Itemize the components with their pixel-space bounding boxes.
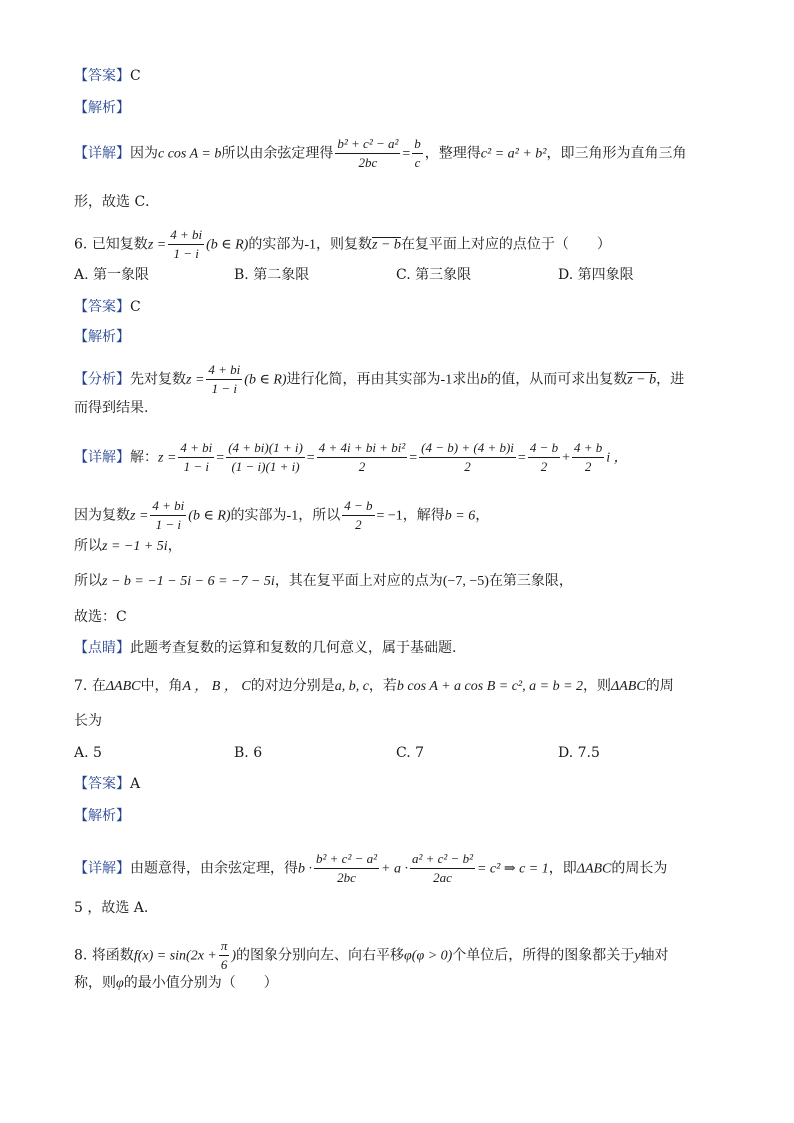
math: f(x) = sin(2x + [133,948,217,964]
frac-den: 1 − i [183,459,210,474]
math-cond: c cos A = b [158,146,222,162]
option-b[interactable]: B. 6 [234,745,263,761]
q6-detail-line [74,440,628,475]
math: -1 [286,508,299,524]
math: ΔABC [611,679,646,694]
detail-tag: 【详解】 [74,145,130,162]
text: 而得到结果. [74,400,149,416]
frac-num: (4 + bi)(1 + i) [226,440,305,458]
math: z − b [372,237,401,253]
math-z: z = [158,450,177,466]
frac-num: 4 + bi [206,362,242,380]
answer-tag: 【答案】 [74,299,130,315]
text: 所以 [74,573,102,589]
math: a, b, c [334,679,369,694]
q7-answer-line [74,774,140,794]
q5-analysis-line [74,98,130,118]
text: 5 ，故选 A. [74,900,149,916]
fraction [219,938,230,973]
math: i ， [606,450,628,466]
frac-num: 4 + 4i + bi + bi² [317,440,408,458]
q7-detail-line [74,851,667,886]
q7-stem-line2 [74,711,102,731]
text: ，其在复平面上对应的点为 [274,573,443,589]
text: 的对边分别是 [250,678,335,694]
q6-stem [74,227,611,262]
math: z = [147,237,167,253]
fraction [314,851,379,886]
text: 个单位后，所得的图象都关于 [452,947,635,964]
math-b: b [480,372,488,388]
answer-tag: 【答案】 [74,776,130,792]
frac-den: 2ac [433,870,452,885]
text: 此题考查复数的运算和复数的几何意义，属于基础题. [130,640,457,656]
q6-detail-line2 [74,498,489,533]
q6-detail-line4 [74,571,573,592]
answer-tag: 【答案】 [74,68,130,84]
fraction [317,440,408,475]
math: b · [298,861,312,877]
frac-num: 4 − b [528,440,560,458]
frac-den: 2bc [358,155,378,170]
fraction [226,440,305,475]
text: 解： [130,449,158,466]
eq: = [216,450,225,466]
math-result: c² = a² + b² [480,146,547,162]
math: (b ∈ R) [206,237,249,253]
text: 轴对 [640,947,669,964]
math: A ， B ， C [182,679,251,694]
text: ，即三角形为直角三角 [546,145,687,162]
eq: = [306,450,315,466]
q5-detail-line2 [74,192,159,212]
frac-num: 4 + b [572,440,604,458]
frac-den: 1 − i [173,246,199,261]
option-c[interactable]: C. 7 [396,745,425,761]
fraction [342,498,374,533]
frac-den: 1 − i [211,381,238,396]
text: ，则 [583,678,612,694]
text: 在复平面上对应的点位于（ ） [400,236,611,253]
math: ) [231,948,237,964]
math: b cos A + a cos B = c², a = b = 2 [396,679,584,694]
frac-den: 2 [358,459,366,474]
question-number: 8. [74,947,88,964]
text: 的周 [645,678,674,694]
text: ，若 [368,678,397,694]
option-d[interactable]: D. 7.5 [558,745,600,761]
frac-num: π [219,938,230,956]
frac-den: 2 [584,459,592,474]
text: ，所以 [298,507,341,524]
option-d[interactable]: D. 第四象限 [558,267,634,283]
text: 所以由余弦定理得 [221,145,334,162]
math: z = −1 + 5i [102,539,168,554]
math: -1 [440,372,453,388]
q6-answer-line [74,297,141,317]
text: 已知复数 [91,236,148,253]
math: z − b = −1 − 5i − 6 = −7 − 5i [102,574,275,589]
fraction [335,136,400,171]
text: 中，角 [140,678,183,694]
question-number: 7. [74,678,88,694]
math: = c² ⇒ c = 1 [476,861,549,877]
q6-detail-line5 [74,607,127,627]
math: y [634,948,641,964]
text: 求出 [452,371,481,388]
math: z = [186,372,205,388]
text: 所以 [74,538,102,554]
text: ，进 [656,371,685,388]
math: z = [130,508,149,524]
q6-fenxi-line [74,362,684,397]
fraction [150,498,186,533]
fraction [410,851,475,886]
q6-detail-line3 [74,536,182,557]
frac-den: 2 [540,459,548,474]
detail-tag: 【详解】 [74,449,130,466]
text: 因为 [130,145,158,162]
question-number: 6. [74,236,88,253]
frac-den: 1 − i [155,517,182,532]
q8-stem-line2 [74,973,278,994]
q7-analysis-line [74,806,130,826]
text: 故选：C [74,609,127,625]
frac-den: (1 − i)(1 + i) [231,459,300,474]
text: ，则复数 [316,236,373,253]
frac-num: (4 − b) + (4 + b)i [419,440,516,458]
frac-num: 4 + bi [178,440,214,458]
math: φ(φ > 0) [404,948,453,964]
fraction [206,362,242,397]
frac-den: c [414,155,421,170]
text: 的图象分别向左、向右平移 [236,947,405,964]
text: 进行化简，再由其实部为 [286,371,441,388]
frac-num: b² + c² − a² [335,136,400,154]
text: 的实部为 [230,507,287,524]
fraction [178,440,214,475]
plus: + [562,450,571,466]
q6-analysis-line [74,327,130,347]
fraction [572,440,604,475]
text: 的值，从而可求出复数 [487,371,628,388]
text: ， [475,507,490,524]
q6-dianjing-line [74,638,456,658]
eq: = [409,450,418,466]
text: 由题意得，由余弦定理，得 [130,860,298,877]
text: ，即 [548,860,577,877]
math: -1 [304,237,317,253]
answer-value: C [130,299,141,315]
answer-value: A [130,776,141,792]
eq: = [517,450,526,466]
frac-num: a² + c² − b² [410,851,475,869]
text: 形，故选 C． [74,194,160,210]
math: + a · [381,861,408,877]
text: 的实部为 [248,236,305,253]
frac-den: 2 [355,517,362,532]
option-b[interactable]: B. 第二象限 [234,267,310,283]
frac-den: 2bc [337,870,356,885]
text: 长为 [74,713,102,729]
text: 称，则 [74,975,116,991]
q6-fenxi-line2 [74,398,148,418]
q8-stem [74,938,669,973]
math: ΔABC [576,861,612,877]
frac-num: 4 − b [342,498,374,516]
text: ，解得 [402,507,445,524]
frac-num: b² + c² − a² [314,851,379,869]
answer-value: C [130,68,141,84]
math: φ [116,976,124,991]
analysis-tag: 【解析】 [74,808,130,824]
eq: = [402,146,411,162]
text: 在 [91,678,106,694]
q7-stem [74,676,674,697]
frac-den: 6 [220,957,228,972]
q7-detail-line2 [74,898,148,918]
frac-den: 2 [464,459,471,474]
math: (−7, −5) [442,574,489,589]
option-a[interactable]: A. 5 [74,745,102,761]
option-c[interactable]: C. 第三象限 [396,267,472,283]
math: b = 6 [444,508,476,524]
text: 将函数 [91,947,134,964]
fraction [168,227,204,262]
frac-num: 4 + bi [150,498,186,516]
text: 因为复数 [74,507,130,524]
q5-answer-line [74,66,141,86]
fraction [528,440,560,475]
option-a[interactable]: A. 第一象限 [74,267,150,283]
q5-detail-line [74,136,687,171]
frac-num: 4 + bi [168,227,204,245]
math: (b ∈ R) [188,508,231,524]
math: z − b [627,372,657,388]
math: ΔABC [105,679,141,694]
text: 的最小值分别为（ ） [123,975,278,991]
dianjing-tag: 【点睛】 [74,640,130,656]
math: = −1 [376,508,403,524]
text: 先对复数 [130,371,186,388]
analysis-tag: 【解析】 [74,100,130,116]
fraction [419,440,516,475]
fenxi-tag: 【分析】 [74,371,130,388]
text: ，整理得 [424,145,481,162]
text: ， [167,538,182,554]
detail-tag: 【详解】 [74,860,130,877]
analysis-tag: 【解析】 [74,329,130,345]
math: (b ∈ R) [244,372,287,388]
frac-num: b [412,136,423,154]
text: 的周长为 [611,860,668,877]
fraction [412,136,423,171]
text: 在第三象限， [488,573,573,589]
